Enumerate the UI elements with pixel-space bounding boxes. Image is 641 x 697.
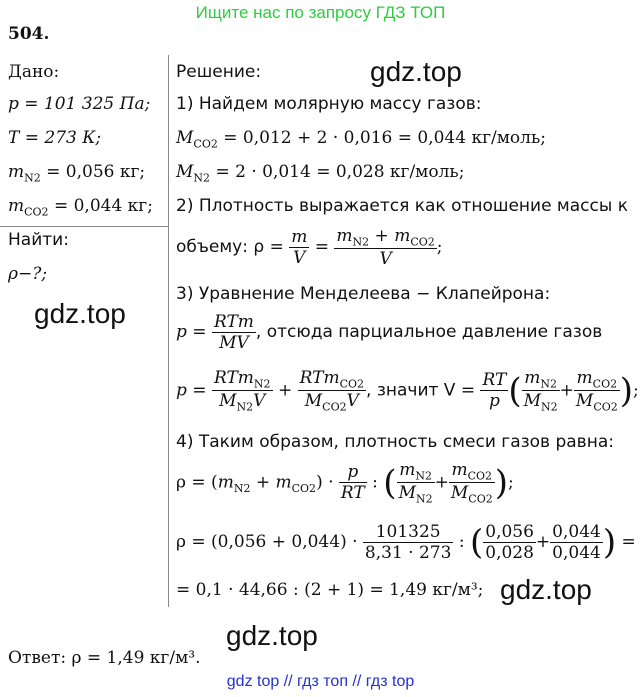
banner-link[interactable]: Ищите нас по запросу ГДЗ ТОП: [195, 3, 446, 22]
watermark: gdz.top: [34, 298, 126, 329]
given-title: Дано:: [8, 62, 60, 82]
find-title: Найти:: [8, 230, 69, 250]
step-2: 2) Плотность выражается как отношение массы к: [176, 196, 628, 216]
density-mixture-formula: $\rho = (m_{N2} + m_{CO2})$ · $\frac{p}{RT}$ : ( $\frac{m_{N2}}{M_{N2}}$ + $\frac{m_{CO2}}{M_{CO2}}$ );: [176, 460, 514, 506]
solution-title: Решение:: [176, 62, 262, 82]
numeric-result: = 0,1 · 44,66 : (2 + 1) = 1,49 кг/м³;: [176, 580, 484, 600]
watermark: gdz.top: [500, 574, 592, 605]
step-3: 3) Уравнение Менделеева − Клапейрона:: [176, 284, 551, 304]
answer: Ответ: ρ = 1,49 кг/м³.: [8, 648, 201, 668]
given-mass-co2: $m_{CO2} = 0,044$ кг;: [8, 196, 153, 219]
watermark: gdz.top: [226, 620, 318, 651]
step-1: 1) Найдем молярную массу газов:: [176, 94, 482, 114]
divider-horizontal: [0, 226, 168, 227]
step-4: 4) Таким образом, плотность смеси газов равна:: [176, 432, 614, 452]
partial-pressure-formula: p = $\frac{RTm_{N2}}{M_{N2}V}$ + $\frac{RTm_{CO2}}{M_{CO2}V}$ , значит V = $\frac{RT}{p}$ ( $\frac{m_{N2}}{M_{N2}}$ + $\frac{m_{CO2}}{M_{CO2}}$ );: [176, 368, 639, 414]
given-temperature: T = 273 К;: [8, 128, 102, 148]
divider-vertical: [168, 55, 169, 607]
mendeleev-formula: p = $\frac{\text{RTm}}{MV}$ , отсюда парциальное давление газов: [176, 312, 603, 353]
given-pressure: p = 101 325 Па;: [8, 94, 151, 114]
find-item: ρ−?;: [8, 264, 48, 284]
numeric-calculation: ρ = (0,056 + 0,044) · $\frac{101325}{8,31 \cdot 273}$ : ( $\frac{0,056}{0,028}$ + $\frac{0,044}{0,044}$ ) =: [176, 522, 636, 563]
given-mass-n2: $m_{N2} = 0,056$ кг;: [8, 162, 146, 185]
footer-links[interactable]: gdz top // гдз топ // гдз top: [226, 673, 415, 690]
molar-mass-co2: $M_{CO2} = 0,012 + 2 \cdot 0,016 = 0,044$ кг/моль;: [176, 128, 546, 151]
molar-mass-n2: $M_{N2} = 2 \cdot 0,014 = 0,028$ кг/моль;: [176, 162, 465, 185]
problem-number: 504.: [8, 24, 50, 44]
density-formula: объему: ρ = $\frac{m}{V}$ = $\frac{m_{N2} + m_{CO2}}{V}$ ;: [176, 226, 443, 270]
watermark: gdz.top: [370, 56, 462, 87]
